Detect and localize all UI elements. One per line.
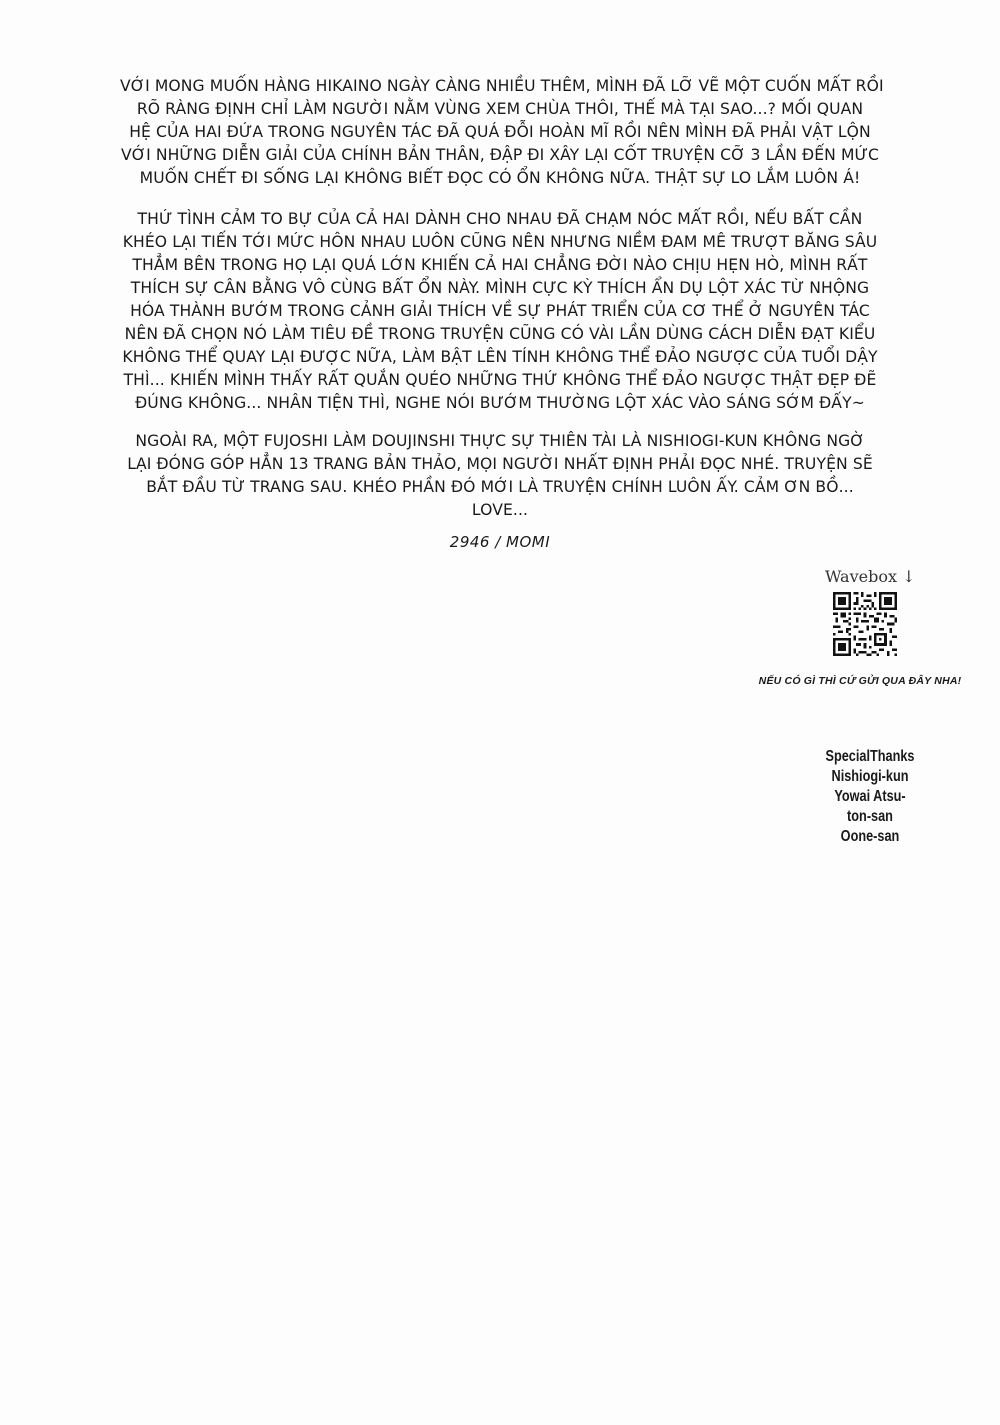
text-line: THÍCH SỰ CÂN BẰNG VÔ CÙNG BẤT ỔN NÀY. MÌNH CỰC KỲ THÍCH ẨN DỤ LỘT XÁC TỪ NHỘNG [130,279,870,297]
text-line: KHÉO LẠI TIẾN TỚI MỨC HÔN NHAU LUÔN CŨNG NÊN NHƯNG NIỀM ĐAM MÊ TRƯỢT BĂNG SÂU [122,233,878,251]
text-line: HÓA THÀNH BƯỚM TRONG CẢNH GIẢI THÍCH VỀ SỰ PHÁT TRIỂN CỦA CƠ THỂ Ở NGUYÊN TÁC [130,302,870,320]
text-line: HỆ CỦA HAI ĐỨA TRONG NGUYÊN TÁC ĐÃ QUÁ ĐỖI HOÀN MĨ RỒI NÊN MÌNH ĐÃ PHẢI VẬT LỘN [129,123,871,141]
afterword-paragraph-3 [120,430,880,522]
special-thanks-heading: SpecialThanks [825,748,915,765]
text-line: RÕ RÀNG ĐỊNH CHỈ LÀM NGƯỜI NẰM VÙNG XEM CHÙA THÔI, THẾ MÀ TẠI SAO...? MỐI QUAN [136,100,864,118]
text-line: BẮT ĐẦU TỪ TRANG SAU. KHÉO PHẦN ĐÓ MỚI LÀ TRUYỆN CHÍNH LUÔN ẤY. CẢM ƠN BỒ... [146,478,854,496]
special-thanks [813,747,928,847]
text-line: VỚI MONG MUỐN HÀNG HIKAINO NGÀY CÀNG NHIỀU THÊM, MÌNH ĐÃ LỠ VẼ MỘT CUỐN MẤT RỒI [120,77,884,95]
afterword-paragraph-1 [120,75,884,190]
text-line: THỨ TÌNH CẢM TO BỰ CỦA CẢ HAI DÀNH CHO NHAU ĐÃ CHẠM NÓC MẤT RỒI, NẾU BẤT CẦN [137,210,863,228]
wavebox-note: NẾU CÓ GÌ THÌ CỨ GỬI QUA ĐÂY NHA! [758,675,962,687]
text-line: VỚI NHỮNG DIỄN GIẢI CỦA CHÍNH BẢN THÂN, ĐẬP ĐI XÂY LẠI CỐT TRUYỆN CỠ 3 LẦN ĐẾN MỨC [120,146,879,164]
text-line: NÊN ĐÃ CHỌN NÓ LÀM TIÊU ĐỀ TRONG TRUYỆN CŨNG CÓ VÀI LẦN DÙNG CÁCH DIỄN ĐẠT KIỂU [124,325,876,343]
thanks-name: Oone-san [840,828,900,845]
text-line: THẲM BÊN TRONG HỌ LẠI QUÁ LỚN KHIẾN CẢ HAI CHẲNG ĐỜI NÀO CHỊU HẸN HÒ, MÌNH RẤT [132,256,868,274]
thanks-name: ton-san [847,808,893,825]
wavebox-qr-code[interactable] [833,592,897,656]
wavebox-label: Wavebox ↓ [825,567,916,586]
text-line: THÌ... KHIẾN MÌNH THẤY RẤT QUẮN QUÉO NHỮNG THỨ KHÔNG THỂ ĐẢO NGƯỢC THẬT ĐẸP ĐẼ [123,371,877,389]
thanks-name: Nishiogi-kun [831,768,909,785]
text-line: KHÔNG THỂ QUAY LẠI ĐƯỢC NỮA, LÀM BẬT LÊN TÍNH KHÔNG THỂ ĐẢO NGƯỢC CỦA TUỔI DẬY [122,348,878,366]
text-line: ĐÚNG KHÔNG... NHÂN TIỆN THÌ, NGHE NÓI BƯỚM THƯỜNG LỘT XÁC VÀO SÁNG SỚM ĐẤY~ [135,394,865,412]
text-line: LOVE... [471,501,529,519]
author-signature: 2946 / MOMI [449,533,551,551]
afterword-paragraph-2 [120,208,880,415]
thanks-name: Yowai Atsu- [834,788,906,805]
text-line: MUỐN CHẾT ĐI SỐNG LẠI KHÔNG BIẾT ĐỌC CÓ ỔN KHÔNG NỮA. THẬT SỰ LO LẮM LUÔN Á! [139,169,861,187]
text-line: LẠI ĐÓNG GÓP HẲN 13 TRANG BẢN THẢO, MỌI NGƯỜI NHẤT ĐỊNH PHẢI ĐỌC NHÉ. TRUYỆN SẼ [127,455,873,473]
text-line: NGOÀI RA, MỘT FUJOSHI LÀM DOUJINSHI THỰC SỰ THIÊN TÀI LÀ NISHIOGI-KUN KHÔNG NGỜ [135,432,865,450]
